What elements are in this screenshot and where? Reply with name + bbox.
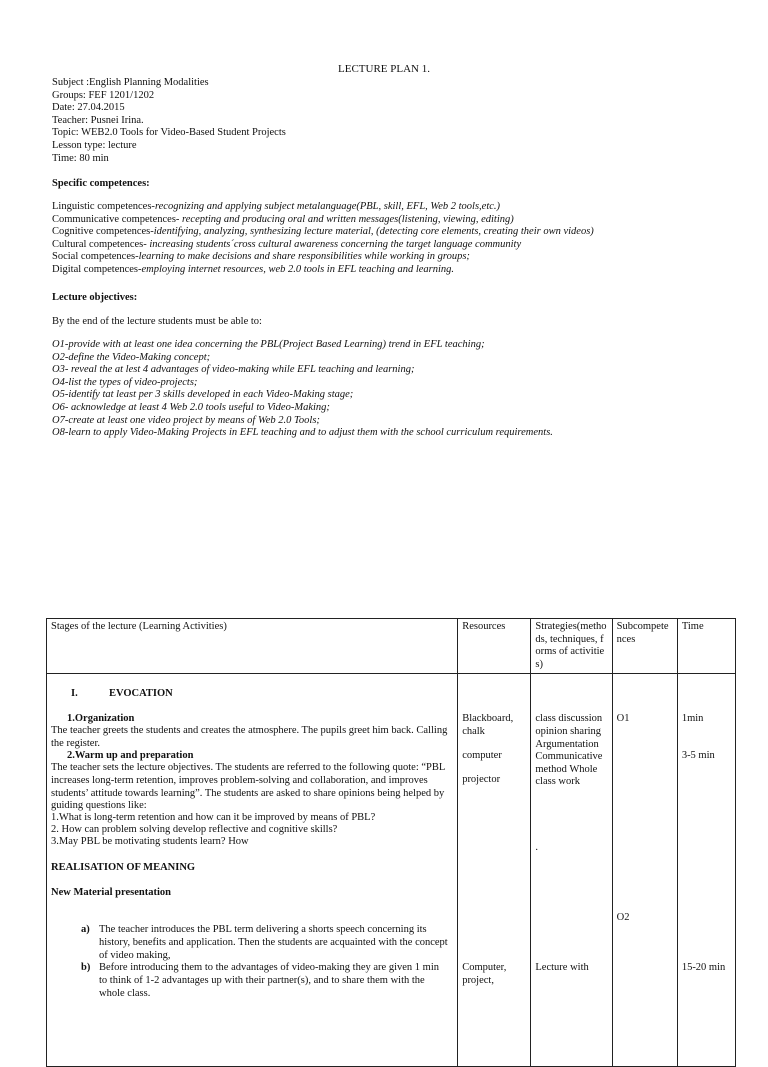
competence-label: Communicative competences- [52, 213, 183, 225]
objective-item: O2-define the Video-Making concept; [52, 351, 211, 363]
time-cell [677, 674, 735, 1067]
competence-desc: recepting and producing oral and written messages(listening, viewing, editing) [182, 213, 514, 225]
time-3-5min: 3-5 min [681, 750, 715, 762]
competence-label: Cultural competences- [52, 238, 150, 250]
competence-item [52, 239, 752, 252]
objective-item: O6- acknowledge at least 4 Web 2.0 tools useful to Video-Making; [52, 401, 330, 413]
competence-label: Digital competences- [52, 263, 142, 275]
competence-item [52, 201, 752, 214]
competence-desc: increasing students´cross cultural awareness concerning the target language community [149, 238, 522, 250]
meta-time: Time: 80 min [52, 152, 109, 164]
subcompetence-o1: O1 [616, 713, 630, 725]
resources-cell [458, 674, 531, 1067]
objective-item: O1-provide with at least one idea concerning the PBL(Project Based Learning) trend in EFL teaching; [52, 339, 485, 350]
section-title: EVOCATION [109, 688, 173, 700]
competence-desc: identifying, analyzing, synthesizing lecture material, (detecting core elements, creating their own videos) [153, 226, 594, 238]
list-item-a [81, 924, 449, 962]
strategies-cell [531, 674, 612, 1067]
meta-groups: Groups: FEF 1201/1202 [52, 89, 155, 101]
meta-date: Date: 27.04.2015 [52, 102, 125, 114]
competence-desc: recognizing and applying subject metalanguage(PBL, skill, EFL, Web 2 tools,etc.) [154, 201, 501, 212]
strategy-lecture: Lecture with [535, 962, 589, 974]
header-strategies: Strategies(methods, techniques, forms of activities) [531, 619, 612, 674]
objectives-list [52, 339, 752, 440]
competence-item [52, 214, 752, 227]
objective-item: O5-identify tat least per 3 skills developed in each Video-Making stage; [52, 389, 354, 401]
competence-item [52, 251, 752, 264]
competence-desc: employing internet resources, web 2.0 tools in EFL teaching and learning. [141, 263, 455, 275]
objectives-intro: By the end of the lecture students must be able to: [52, 316, 262, 327]
subcompetence-o2: O2 [616, 912, 630, 924]
table-row [47, 674, 736, 1067]
lecture-stages-table [46, 618, 736, 1067]
header-stages: Stages of the lecture (Learning Activities) [47, 619, 458, 674]
objective-item: O4-list the types of video-projects; [52, 376, 198, 388]
meta-subject: Subject :English Planning Modalities [52, 77, 209, 88]
resource-projector: projector [462, 774, 501, 786]
resource-computer-project: Computer, project, [462, 962, 507, 986]
header-time: Time [677, 619, 735, 674]
question-3: 3.May PBL be motivating students learn? How [51, 836, 249, 848]
realisation-heading: REALISATION OF MEANING [51, 862, 196, 874]
objective-item: O8-learn to apply Video-Making Projects in EFL teaching and to adjust them with the school curriculum requirements. [52, 427, 553, 439]
time-15-20min: 15-20 min [681, 962, 726, 974]
section-evocation [51, 688, 453, 701]
competence-label: Cognitive competences- [52, 226, 154, 238]
question-2: 2. How can problem solving develop reflective and cognitive skills? [51, 824, 338, 836]
meta-topic: Topic: WEB2.0 Tools for Video-Based Student Projects [52, 127, 286, 139]
question-1: 1.What is long-term retention and how can it be improved by means of PBL? [51, 812, 376, 824]
organization-title: 1.Organization [67, 713, 135, 725]
meta-lesson-type: Lesson type: lecture [52, 139, 137, 151]
subcompetences-cell [612, 674, 677, 1067]
resource-computer: computer [462, 750, 502, 762]
list-text: The teacher introduces the PBL term delivering a shorts speech concerning its history, benefits and application. Then the students are acquainted with the concept of video making, [99, 924, 448, 961]
competence-label: Social competences- [52, 251, 139, 263]
list-text: Before introducing them to the advantages of video-making they are given 1 min to think of 1-2 advantages up with their partner(s), and to share them with the whole class. [99, 962, 439, 999]
list-item-b [81, 962, 449, 1000]
section-number: I. [71, 688, 78, 700]
new-material-heading: New Material presentation [51, 887, 171, 899]
objectives-heading: Lecture objectives: [52, 292, 138, 303]
competence-item [52, 264, 752, 277]
meta-teacher: Teacher: Pusnei Irina. [52, 114, 144, 126]
list-marker: a) [81, 924, 90, 936]
strategy-discussion: class discussion opinion sharing Argumentation Communicative method Whole class work [535, 713, 603, 788]
objective-item: O7-create at least one video project by means of Web 2.0 Tools; [52, 414, 320, 426]
competence-item [52, 226, 752, 239]
competences-list [52, 201, 752, 277]
list-marker: b) [81, 962, 91, 974]
page-title: LECTURE PLAN 1. [338, 63, 430, 75]
header-subcompetences: Subcompetences [612, 619, 677, 674]
time-1min: 1min [681, 713, 704, 725]
stages-cell [47, 674, 458, 1067]
table-header-row [47, 619, 736, 674]
lesson-meta [52, 77, 752, 165]
warmup-text: The teacher sets the lecture objectives. The students are referred to the following quote: “PBL increases long-term retention, improves problem-solving and collaboration, and improves students’ attitude towards learning”. The students are asked to share opinions being helped by guiding questions like: [51, 762, 445, 812]
organization-text: The teacher greets the students and creates the atmosphere. The pupils greet him back. Calling the register. [51, 725, 448, 749]
resource-blackboard: Blackboard, chalk [462, 713, 514, 737]
competence-desc: learning to make decisions and share responsibilities while working in groups; [138, 251, 470, 263]
header-resources: Resources [458, 619, 531, 674]
objective-item: O3- reveal the at lest 4 advantages of video-making while EFL teaching and learning; [52, 364, 415, 376]
strategy-dot: . [535, 842, 539, 854]
warmup-title: 2.Warm up and preparation [67, 750, 194, 762]
competence-label: Linguistic competences- [52, 201, 155, 212]
competences-heading: Specific competences: [52, 178, 150, 189]
